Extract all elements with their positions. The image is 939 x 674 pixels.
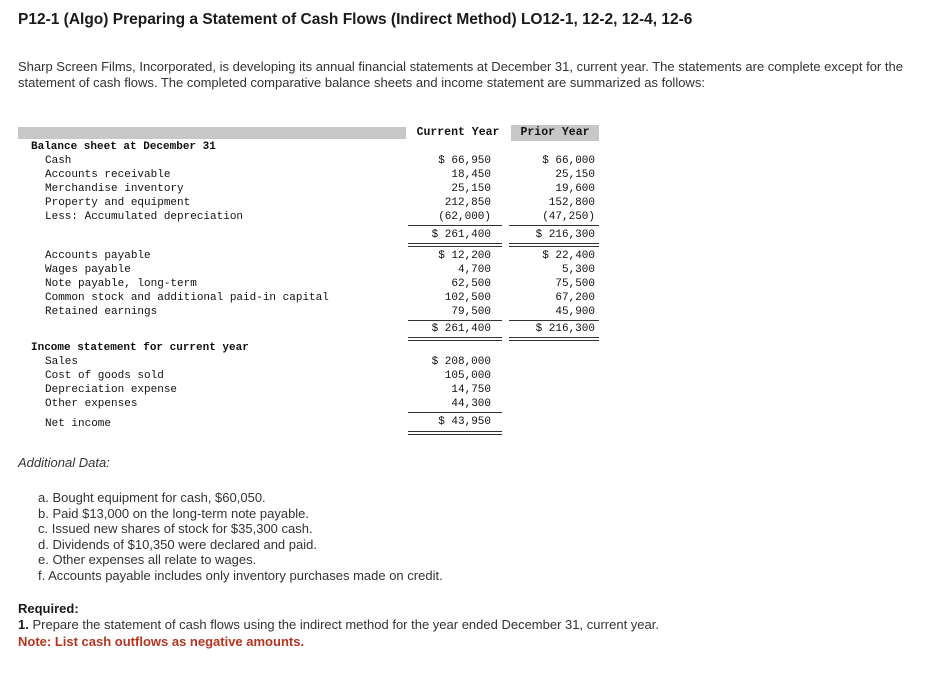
required-text: Prepare the statement of cash flows using the indirect method for the year ended December 31, current year. [32, 617, 659, 632]
assets-total-current: $ 261,400 [431, 229, 491, 241]
table-row-label: Accounts receivable [45, 169, 171, 181]
table-row-label: Accounts payable [45, 250, 151, 262]
list-item: e. Other expenses all relate to wages. [38, 552, 257, 567]
total-double-rule [509, 337, 599, 341]
liabilities-total-prior: $ 216,300 [535, 323, 595, 335]
cell-current: $ 12,200 [438, 250, 491, 262]
header-bar [18, 127, 406, 139]
total-double-rule [408, 243, 502, 247]
cell-prior: 67,200 [555, 292, 595, 304]
required-instruction [18, 617, 659, 632]
col-header-current: Current Year [416, 126, 500, 139]
net-income-value: $ 43,950 [438, 416, 491, 428]
table-row-label: Retained earnings [45, 306, 158, 318]
cell-prior: $ 66,000 [542, 155, 595, 167]
balance-sheet-heading: Balance sheet at December 31 [31, 141, 216, 153]
table-row-label: Cost of goods sold [45, 370, 164, 382]
total-double-rule [408, 337, 502, 341]
list-item: b. Paid $13,000 on the long-term note payable. [38, 505, 310, 521]
table-row-label: Less: Accumulated depreciation [45, 211, 244, 223]
additional-data-label: Additional Data: [18, 455, 110, 470]
subtotal-rule [509, 320, 599, 321]
cell-current: 14,750 [451, 384, 491, 396]
cell-current: (62,000) [438, 211, 491, 223]
cell-prior: 19,600 [555, 183, 595, 195]
total-double-rule [509, 243, 599, 247]
cell-prior: (47,250) [542, 211, 595, 223]
note-negative-outflows: Note: List cash outflows as negative amounts. [18, 634, 305, 649]
cell-current: 44,300 [451, 398, 491, 410]
cell-current: 4,700 [457, 264, 491, 276]
cell-current: 18,450 [451, 169, 491, 181]
list-item: d. Dividends of $10,350 were declared and paid. [38, 536, 317, 552]
cell-prior: 75,500 [555, 278, 595, 290]
problem-title: P12-1 (Algo) Preparing a Statement of Cash Flows (Indirect Method) LO12-1, 12-2, 12-4, 12-6 [18, 11, 693, 28]
liabilities-total-current: $ 261,400 [431, 323, 491, 335]
cell-current: 62,500 [451, 278, 491, 290]
assets-total-prior: $ 216,300 [535, 229, 595, 241]
list-item: a. Bought equipment for cash, $60,050. [38, 490, 266, 505]
table-row-label: Other expenses [45, 398, 138, 410]
list-item: f. Accounts payable includes only inventory purchases made on credit. [38, 567, 443, 583]
table-row-label: Wages payable [45, 264, 131, 276]
cell-prior: 25,150 [555, 169, 595, 181]
cell-prior: 152,800 [548, 197, 595, 209]
net-income-label: Net income [45, 418, 112, 430]
table-row-label: Merchandise inventory [45, 183, 184, 195]
required-label: Required: [18, 601, 79, 616]
additional-data-list [38, 490, 443, 583]
table-row-label: Note payable, long-term [45, 278, 197, 290]
subtotal-rule [408, 225, 502, 226]
cell-prior: 45,900 [555, 306, 595, 318]
cell-current: 212,850 [444, 197, 491, 209]
table-row-label: Cash [45, 155, 72, 167]
required-number: 1. [18, 617, 29, 632]
cell-current: 79,500 [451, 306, 491, 318]
cell-prior: $ 22,400 [542, 250, 595, 262]
cell-current: $ 66,950 [438, 155, 491, 167]
list-item: c. Issued new shares of stock for $35,300 cash. [38, 521, 313, 536]
table-row-label: Property and equipment [45, 197, 191, 209]
cell-current: 105,000 [444, 370, 491, 382]
table-row-label: Depreciation expense [45, 384, 178, 396]
col-header-prior: Prior Year [511, 125, 599, 141]
table-row-label: Sales [45, 356, 79, 368]
subtotal-rule [408, 320, 502, 321]
total-double-rule [408, 431, 502, 435]
intro-paragraph: Sharp Screen Films, Incorporated, is developing its annual financial statements at December 31, current year. The statements are complete except for the statement of cash flows. The completed comparative balance sheets and income statement are summarized as follows: [18, 59, 903, 90]
subtotal-rule [408, 412, 502, 413]
cell-current: $ 208,000 [431, 356, 491, 368]
cell-current: 25,150 [451, 183, 491, 195]
income-statement-heading: Income statement for current year [31, 342, 249, 354]
subtotal-rule [509, 225, 599, 226]
cell-prior: 5,300 [561, 264, 595, 276]
table-row-label: Common stock and additional paid-in capital [45, 292, 329, 304]
cell-current: 102,500 [444, 292, 491, 304]
